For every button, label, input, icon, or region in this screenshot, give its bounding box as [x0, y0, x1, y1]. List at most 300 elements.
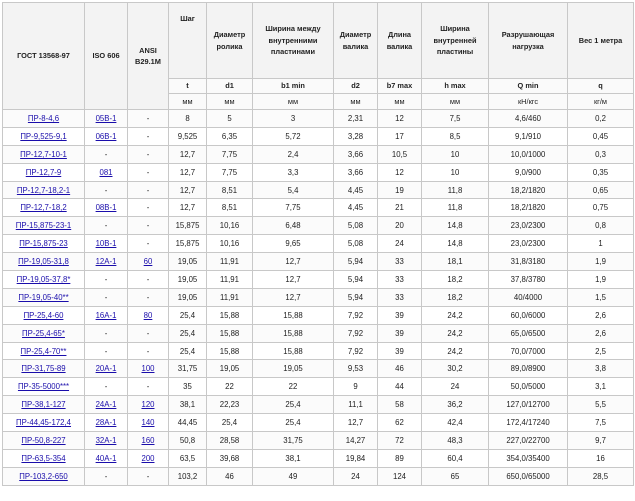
cell-plate-width: 24,2 [422, 306, 489, 324]
col-inner-width-label: Ширина между внутренними пластинами [265, 24, 321, 57]
cell-iso: - [85, 324, 128, 342]
cell-roller-diameter: 15,88 [207, 324, 253, 342]
cell-pitch: 19,05 [169, 253, 207, 271]
cell-pin-diameter: 19,84 [334, 449, 378, 467]
cell-pin-diameter: 3,66 [334, 145, 378, 163]
cell-iso [85, 163, 128, 181]
symbol-plate-width: h max [422, 79, 489, 94]
cell-inner-width: 15,88 [253, 306, 334, 324]
col-pin-diameter-header [334, 3, 378, 79]
cell-gost [3, 414, 85, 432]
cell-pin-length: 10,5 [378, 145, 422, 163]
cell-pin-diameter: 5,08 [334, 217, 378, 235]
cell-gost-link[interactable]: ПР-19,05-37,8* [16, 274, 71, 284]
unit-weight: кг/м [568, 94, 634, 110]
cell-iso [85, 360, 128, 378]
col-inner-width-header [253, 3, 334, 79]
cell-iso-link[interactable]: 08В-1 [95, 203, 117, 213]
cell-plate-width: 11,8 [422, 181, 489, 199]
cell-iso-link[interactable]: 28А-1 [95, 418, 117, 428]
cell-pin-length: 21 [378, 199, 422, 217]
cell-plate-width: 24,2 [422, 342, 489, 360]
cell-plate-width: 30,2 [422, 360, 489, 378]
cell-gost-link[interactable]: ПР-25,4-70** [20, 346, 67, 356]
cell-pin-length: 33 [378, 271, 422, 289]
table-row [3, 342, 634, 360]
cell-gost-link[interactable]: ПР-9,525-9,1 [20, 131, 67, 141]
cell-iso-link[interactable]: 06В-1 [95, 131, 117, 141]
cell-inner-width: 6,48 [253, 217, 334, 235]
cell-pin-diameter: 4,45 [334, 181, 378, 199]
cell-gost [3, 127, 85, 145]
cell-gost [3, 324, 85, 342]
cell-inner-width: 19,05 [253, 360, 334, 378]
cell-roller-diameter: 11,91 [207, 271, 253, 289]
cell-iso [85, 235, 128, 253]
cell-plate-width: 8,5 [422, 127, 489, 145]
cell-inner-width: 25,4 [253, 396, 334, 414]
cell-inner-width: 15,88 [253, 324, 334, 342]
cell-ansi-link[interactable]: 80 [143, 310, 153, 320]
cell-pin-diameter: 3,28 [334, 127, 378, 145]
cell-pin-length: 24 [378, 235, 422, 253]
col-pitch-header [169, 3, 207, 79]
cell-plate-width: 18,1 [422, 253, 489, 271]
cell-inner-width: 22 [253, 378, 334, 396]
cell-pitch: 12,7 [169, 181, 207, 199]
col-pin-length-header [378, 3, 422, 79]
cell-pin-length: 72 [378, 432, 422, 450]
cell-pin-length: 12 [378, 163, 422, 181]
symbol-pin-diameter: d2 [334, 79, 378, 94]
cell-gost-link[interactable]: ПР-44,45-172,4 [15, 418, 72, 428]
table-row [3, 378, 634, 396]
cell-weight: 2,6 [568, 324, 634, 342]
cell-weight: 5,5 [568, 396, 634, 414]
cell-ansi [128, 306, 169, 324]
cell-ansi: - [128, 271, 169, 289]
cell-iso: - [85, 342, 128, 360]
table-row [3, 271, 634, 289]
table-row [3, 110, 634, 128]
cell-pin-diameter: 5,08 [334, 235, 378, 253]
cell-pitch: 19,05 [169, 288, 207, 306]
cell-breaking-load: 23,0/2300 [489, 217, 568, 235]
cell-ansi-link[interactable]: 120 [141, 400, 155, 410]
cell-ansi-link[interactable]: 60 [143, 257, 153, 267]
cell-roller-diameter: 22,23 [207, 396, 253, 414]
cell-gost [3, 378, 85, 396]
cell-plate-width: 18,2 [422, 288, 489, 306]
cell-ansi: - [128, 235, 169, 253]
col-pitch-label: Шаг [180, 14, 195, 23]
table-row [3, 199, 634, 217]
cell-plate-width: 14,8 [422, 217, 489, 235]
cell-gost-link[interactable]: ПР-12,7-10-1 [20, 149, 67, 159]
cell-roller-diameter: 15,88 [207, 306, 253, 324]
cell-gost-link[interactable]: ПР-12,7-9 [25, 167, 62, 177]
cell-roller-diameter: 10,16 [207, 235, 253, 253]
table-row [3, 432, 634, 450]
cell-gost [3, 288, 85, 306]
cell-iso-link[interactable]: 20А-1 [95, 364, 117, 374]
cell-inner-width: 5,72 [253, 127, 334, 145]
table-row [3, 324, 634, 342]
cell-roller-diameter: 19,05 [207, 360, 253, 378]
cell-pin-diameter: 5,94 [334, 253, 378, 271]
cell-gost-link[interactable]: ПР-103,2-650 [19, 471, 68, 481]
cell-iso: - [85, 217, 128, 235]
cell-iso-link[interactable]: 12А-1 [95, 257, 117, 267]
col-plate-width-label: Ширина внутренней пластины [433, 24, 477, 57]
cell-pin-length: 39 [378, 342, 422, 360]
cell-pitch: 15,875 [169, 235, 207, 253]
cell-weight: 0,8 [568, 217, 634, 235]
cell-ansi-link[interactable]: 200 [141, 453, 155, 463]
cell-ansi [128, 414, 169, 432]
cell-pitch: 50,8 [169, 432, 207, 450]
cell-pitch: 15,875 [169, 217, 207, 235]
cell-iso: - [85, 467, 128, 485]
cell-breaking-load: 18,2/1820 [489, 199, 568, 217]
cell-roller-diameter: 8,51 [207, 199, 253, 217]
cell-pitch: 103,2 [169, 467, 207, 485]
unit-plate-width: мм [422, 94, 489, 110]
symbol-pin-length: b7 max [378, 79, 422, 94]
cell-breaking-load: 227,0/22700 [489, 432, 568, 450]
cell-gost [3, 110, 85, 128]
cell-pin-diameter: 12,7 [334, 414, 378, 432]
cell-ansi [128, 432, 169, 450]
table-row [3, 449, 634, 467]
cell-pitch: 25,4 [169, 306, 207, 324]
cell-gost-link[interactable]: ПР-19,05-31,8 [18, 257, 69, 267]
cell-iso-link[interactable]: 05В-1 [95, 113, 117, 123]
cell-plate-width: 36,2 [422, 396, 489, 414]
col-pin-length-label: Длина валика [386, 30, 413, 51]
col-breaking-load-header [489, 3, 568, 79]
cell-pin-diameter: 5,94 [334, 271, 378, 289]
cell-plate-width: 65 [422, 467, 489, 485]
cell-weight: 16 [568, 449, 634, 467]
cell-ansi: - [128, 199, 169, 217]
cell-gost-link[interactable]: ПР-25,4-60 [23, 310, 64, 320]
cell-pitch: 25,4 [169, 342, 207, 360]
cell-roller-diameter: 11,91 [207, 253, 253, 271]
cell-gost-link[interactable]: ПР-15,875-23 [19, 239, 68, 249]
cell-gost [3, 360, 85, 378]
cell-pin-diameter: 4,45 [334, 199, 378, 217]
cell-breaking-load: 172,4/17240 [489, 414, 568, 432]
cell-gost [3, 467, 85, 485]
cell-breaking-load: 50,0/5000 [489, 378, 568, 396]
cell-ansi: - [128, 342, 169, 360]
cell-breaking-load: 18,2/1820 [489, 181, 568, 199]
cell-breaking-load: 37,8/3780 [489, 271, 568, 289]
cell-weight: 0,45 [568, 127, 634, 145]
cell-ansi [128, 360, 169, 378]
cell-roller-diameter: 7,75 [207, 145, 253, 163]
cell-breaking-load: 354,0/35400 [489, 449, 568, 467]
cell-iso: - [85, 288, 128, 306]
cell-gost-link[interactable]: ПР-31,75-89 [21, 364, 66, 374]
col-breaking-load-label: Разрушающая нагрузка [501, 30, 555, 51]
symbol-pitch: t [169, 79, 207, 94]
cell-inner-width: 7,75 [253, 199, 334, 217]
cell-gost-link[interactable]: ПР-35-5000*** [17, 382, 70, 392]
cell-weight: 2,5 [568, 342, 634, 360]
table-row [3, 235, 634, 253]
cell-pin-length: 89 [378, 449, 422, 467]
cell-gost [3, 271, 85, 289]
cell-ansi-link[interactable]: 140 [141, 418, 155, 428]
col-plate-width-header [422, 3, 489, 79]
cell-plate-width: 10 [422, 163, 489, 181]
table-row [3, 396, 634, 414]
col-weight-label: Вес 1 метра [578, 35, 623, 45]
chain-spec-table [2, 2, 634, 486]
cell-weight: 3,1 [568, 378, 634, 396]
cell-pin-length: 33 [378, 253, 422, 271]
cell-breaking-load: 4,6/460 [489, 110, 568, 128]
table-row [3, 360, 634, 378]
cell-pin-diameter: 5,94 [334, 288, 378, 306]
cell-roller-diameter: 7,75 [207, 163, 253, 181]
cell-pitch: 12,7 [169, 145, 207, 163]
cell-breaking-load: 40/4000 [489, 288, 568, 306]
cell-plate-width: 60,4 [422, 449, 489, 467]
symbol-inner-width: b1 min [253, 79, 334, 94]
cell-weight: 28,5 [568, 467, 634, 485]
cell-pin-diameter: 7,92 [334, 342, 378, 360]
cell-pin-diameter: 7,92 [334, 306, 378, 324]
unit-inner-width: мм [253, 94, 334, 110]
cell-gost-link[interactable]: ПР-25,4-65* [22, 328, 65, 338]
cell-gost-link[interactable]: ПР-8-4,6 [27, 113, 60, 123]
cell-weight: 9,7 [568, 432, 634, 450]
cell-ansi: - [128, 163, 169, 181]
cell-iso: - [85, 181, 128, 199]
cell-gost [3, 253, 85, 271]
cell-ansi: - [128, 467, 169, 485]
table-row [3, 467, 634, 485]
col-ansi-label: ANSI B29.1M [135, 45, 161, 66]
cell-pitch: 63,5 [169, 449, 207, 467]
cell-iso [85, 127, 128, 145]
cell-inner-width: 2,4 [253, 145, 334, 163]
cell-iso [85, 449, 128, 467]
cell-plate-width: 48,3 [422, 432, 489, 450]
cell-ansi-link[interactable]: 100 [141, 364, 155, 374]
cell-weight: 0,3 [568, 145, 634, 163]
cell-breaking-load: 89,0/8900 [489, 360, 568, 378]
cell-gost [3, 449, 85, 467]
table-row [3, 163, 634, 181]
cell-plate-width: 14,8 [422, 235, 489, 253]
cell-gost-link[interactable]: ПР-19,05-40** [18, 292, 69, 302]
cell-weight: 0,35 [568, 163, 634, 181]
col-pin-diameter-label: Диаметр валика [339, 30, 372, 51]
cell-roller-diameter: 25,4 [207, 414, 253, 432]
cell-ansi: - [128, 324, 169, 342]
cell-inner-width: 9,65 [253, 235, 334, 253]
cell-iso-link[interactable]: 32А-1 [95, 435, 117, 445]
cell-inner-width: 49 [253, 467, 334, 485]
cell-iso [85, 414, 128, 432]
cell-breaking-load: 23,0/2300 [489, 235, 568, 253]
cell-iso [85, 110, 128, 128]
cell-pin-diameter: 9 [334, 378, 378, 396]
cell-pitch: 38,1 [169, 396, 207, 414]
cell-iso [85, 432, 128, 450]
cell-roller-diameter: 46 [207, 467, 253, 485]
cell-pin-diameter: 11,1 [334, 396, 378, 414]
cell-gost-link[interactable]: ПР-38,1-127 [21, 400, 66, 410]
cell-inner-width: 5,4 [253, 181, 334, 199]
cell-gost-link[interactable]: ПР-12,7-18,2 [20, 203, 67, 213]
cell-breaking-load: 31,8/3180 [489, 253, 568, 271]
cell-weight: 0,2 [568, 110, 634, 128]
cell-weight: 7,5 [568, 414, 634, 432]
cell-iso: - [85, 145, 128, 163]
cell-pin-length: 44 [378, 378, 422, 396]
cell-gost [3, 217, 85, 235]
cell-plate-width: 42,4 [422, 414, 489, 432]
cell-pitch: 12,7 [169, 199, 207, 217]
cell-gost [3, 396, 85, 414]
col-weight-header [568, 3, 634, 79]
cell-roller-diameter: 28,58 [207, 432, 253, 450]
cell-gost-link[interactable]: ПР-50,8-227 [21, 435, 66, 445]
cell-ansi-link[interactable]: 160 [141, 435, 155, 445]
cell-breaking-load: 70,0/7000 [489, 342, 568, 360]
table-row [3, 306, 634, 324]
cell-pin-length: 46 [378, 360, 422, 378]
cell-plate-width: 24 [422, 378, 489, 396]
cell-pitch: 31,75 [169, 360, 207, 378]
cell-weight: 0,65 [568, 181, 634, 199]
cell-pitch: 9,525 [169, 127, 207, 145]
cell-gost-link[interactable]: ПР-12,7-18,2-1 [16, 185, 71, 195]
cell-weight: 0,75 [568, 199, 634, 217]
cell-plate-width: 24,2 [422, 324, 489, 342]
cell-inner-width: 12,7 [253, 253, 334, 271]
table-row [3, 127, 634, 145]
col-ansi-header [128, 3, 169, 110]
cell-inner-width: 12,7 [253, 288, 334, 306]
cell-pin-length: 33 [378, 288, 422, 306]
cell-gost [3, 163, 85, 181]
cell-iso: - [85, 378, 128, 396]
cell-weight: 2,6 [568, 306, 634, 324]
table-row [3, 217, 634, 235]
cell-weight: 1 [568, 235, 634, 253]
cell-ansi: - [128, 145, 169, 163]
col-roller-diameter-label: Диаметр ролика [213, 30, 246, 51]
cell-pitch: 12,7 [169, 163, 207, 181]
unit-pin-diameter: мм [334, 94, 378, 110]
cell-gost [3, 181, 85, 199]
cell-weight: 3,8 [568, 360, 634, 378]
cell-roller-diameter: 22 [207, 378, 253, 396]
unit-roller-diameter: мм [207, 94, 253, 110]
cell-iso-link[interactable]: 16А-1 [95, 310, 117, 320]
cell-breaking-load: 10,0/1000 [489, 145, 568, 163]
cell-pitch: 44,45 [169, 414, 207, 432]
cell-inner-width: 3,3 [253, 163, 334, 181]
cell-pin-length: 17 [378, 127, 422, 145]
table-row [3, 288, 634, 306]
cell-gost-link[interactable]: ПР-15,875-23-1 [15, 221, 72, 231]
col-roller-diameter-header [207, 3, 253, 79]
cell-pin-length: 58 [378, 396, 422, 414]
cell-gost [3, 306, 85, 324]
cell-iso-link[interactable]: 24А-1 [95, 400, 117, 410]
cell-iso-link[interactable]: 10В-1 [95, 239, 117, 249]
cell-breaking-load: 65,0/6500 [489, 324, 568, 342]
cell-inner-width: 15,88 [253, 342, 334, 360]
cell-pin-length: 124 [378, 467, 422, 485]
cell-ansi: - [128, 378, 169, 396]
cell-gost [3, 342, 85, 360]
cell-breaking-load: 127,0/12700 [489, 396, 568, 414]
cell-roller-diameter: 5 [207, 110, 253, 128]
cell-pin-diameter: 2,31 [334, 110, 378, 128]
cell-pin-diameter: 24 [334, 467, 378, 485]
cell-gost [3, 235, 85, 253]
cell-plate-width: 7,5 [422, 110, 489, 128]
cell-weight: 1,9 [568, 271, 634, 289]
cell-pin-length: 39 [378, 306, 422, 324]
cell-iso [85, 306, 128, 324]
cell-ansi: - [128, 217, 169, 235]
cell-inner-width: 25,4 [253, 414, 334, 432]
cell-iso-link[interactable]: 081 [99, 167, 113, 177]
cell-breaking-load: 60,0/6000 [489, 306, 568, 324]
cell-weight: 1,5 [568, 288, 634, 306]
cell-gost [3, 199, 85, 217]
cell-ansi [128, 396, 169, 414]
cell-pin-length: 39 [378, 324, 422, 342]
cell-ansi [128, 449, 169, 467]
cell-inner-width: 3 [253, 110, 334, 128]
cell-roller-diameter: 8,51 [207, 181, 253, 199]
cell-inner-width: 12,7 [253, 271, 334, 289]
cell-gost-link[interactable]: ПР-63,5-354 [21, 453, 66, 463]
cell-iso [85, 396, 128, 414]
col-gost-header: ГОСТ 13568-97 [3, 3, 85, 110]
cell-iso: - [85, 271, 128, 289]
cell-pin-length: 12 [378, 110, 422, 128]
cell-roller-diameter: 39,68 [207, 449, 253, 467]
cell-breaking-load: 650,0/65000 [489, 467, 568, 485]
cell-plate-width: 11,8 [422, 199, 489, 217]
cell-ansi: - [128, 288, 169, 306]
col-iso-header: ISO 606 [85, 3, 128, 110]
cell-roller-diameter: 6,35 [207, 127, 253, 145]
cell-pin-diameter: 7,92 [334, 324, 378, 342]
cell-pin-diameter: 3,66 [334, 163, 378, 181]
cell-pin-length: 62 [378, 414, 422, 432]
table-row [3, 414, 634, 432]
cell-pitch: 8 [169, 110, 207, 128]
table-row [3, 253, 634, 271]
unit-breaking-load: кН/кгс [489, 94, 568, 110]
cell-roller-diameter: 11,91 [207, 288, 253, 306]
cell-iso-link[interactable]: 40А-1 [95, 453, 117, 463]
unit-pitch: мм [169, 94, 207, 110]
symbol-roller-diameter: d1 [207, 79, 253, 94]
